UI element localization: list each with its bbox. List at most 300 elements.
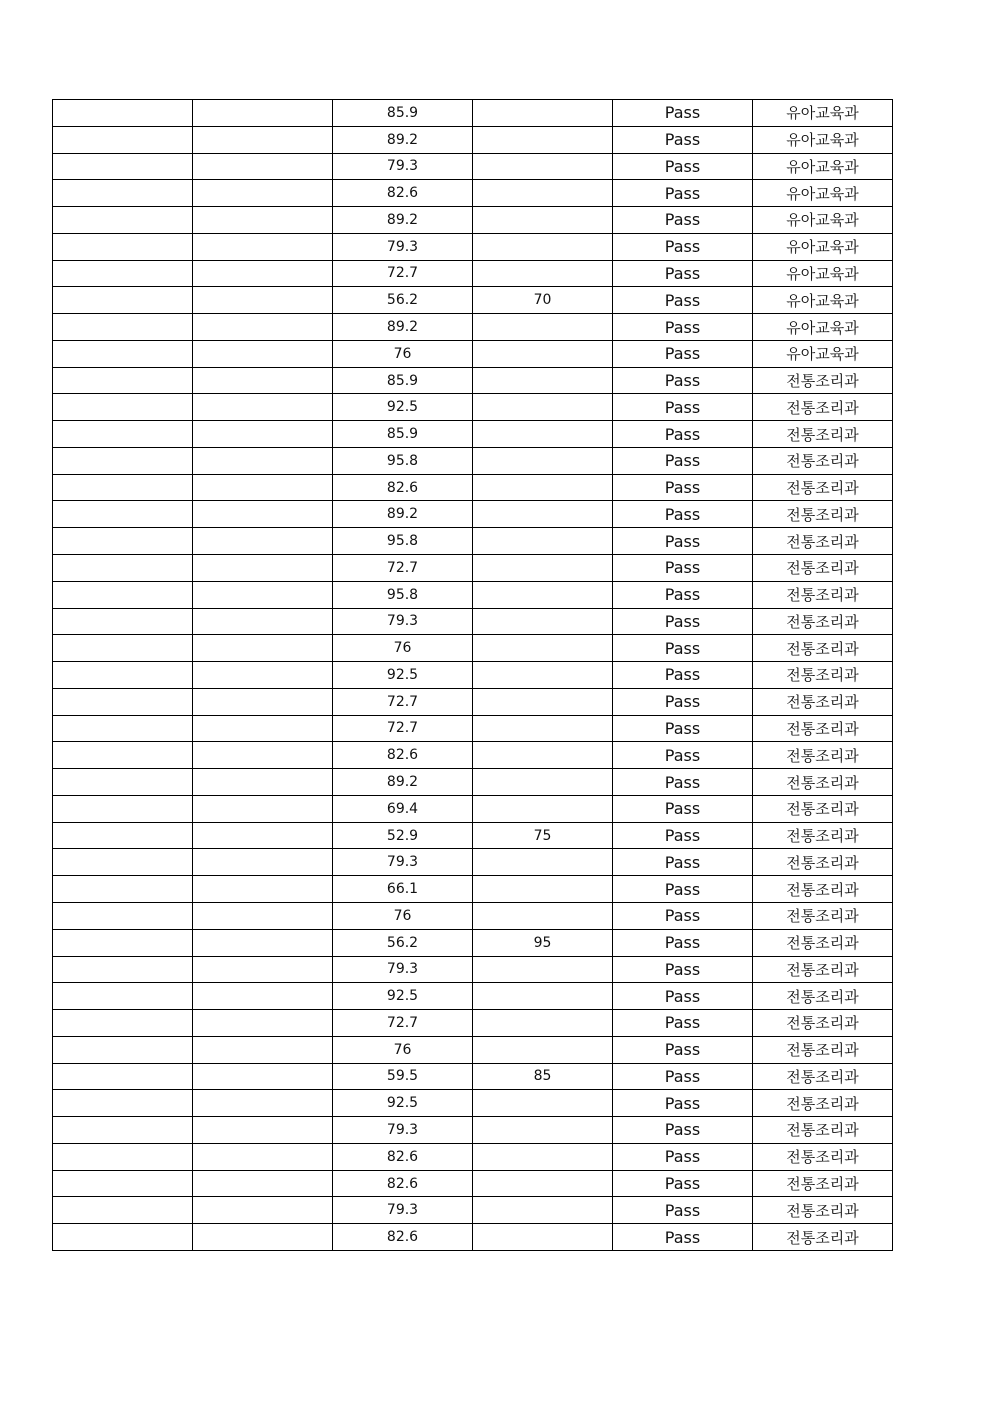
department-cell: 전통조리과 bbox=[753, 1063, 893, 1090]
blank-cell-1 bbox=[53, 1036, 193, 1063]
result-cell: Pass bbox=[613, 153, 753, 180]
extra-score-cell bbox=[473, 180, 613, 207]
department-cell: 유아교육과 bbox=[753, 100, 893, 127]
score-cell: 69.4 bbox=[333, 795, 473, 822]
extra-score-cell bbox=[473, 555, 613, 582]
blank-cell-1 bbox=[53, 662, 193, 689]
table-row bbox=[53, 1170, 893, 1197]
score-cell: 82.6 bbox=[333, 180, 473, 207]
table-row bbox=[53, 581, 893, 608]
score-cell: 82.6 bbox=[333, 474, 473, 501]
grade-table-body bbox=[53, 100, 893, 1251]
extra-score-cell bbox=[473, 1170, 613, 1197]
department-cell: 전통조리과 bbox=[753, 447, 893, 474]
blank-cell-1 bbox=[53, 1224, 193, 1251]
blank-cell-1 bbox=[53, 635, 193, 662]
score-cell: 82.6 bbox=[333, 1143, 473, 1170]
result-cell: Pass bbox=[613, 715, 753, 742]
table-row bbox=[53, 233, 893, 260]
table-row bbox=[53, 180, 893, 207]
blank-cell-2 bbox=[193, 1036, 333, 1063]
score-cell: 52.9 bbox=[333, 822, 473, 849]
score-cell: 85.9 bbox=[333, 100, 473, 127]
result-cell: Pass bbox=[613, 126, 753, 153]
extra-score-cell bbox=[473, 421, 613, 448]
result-cell: Pass bbox=[613, 822, 753, 849]
result-cell: Pass bbox=[613, 1117, 753, 1144]
blank-cell-1 bbox=[53, 126, 193, 153]
table-row bbox=[53, 555, 893, 582]
extra-score-cell bbox=[473, 581, 613, 608]
table-row bbox=[53, 1143, 893, 1170]
table-row bbox=[53, 876, 893, 903]
extra-score-cell bbox=[473, 688, 613, 715]
table-row bbox=[53, 956, 893, 983]
extra-score-cell bbox=[473, 260, 613, 287]
result-cell: Pass bbox=[613, 421, 753, 448]
department-cell: 전통조리과 bbox=[753, 421, 893, 448]
department-cell: 전통조리과 bbox=[753, 662, 893, 689]
blank-cell-1 bbox=[53, 287, 193, 314]
extra-score-cell: 70 bbox=[473, 287, 613, 314]
department-cell: 전통조리과 bbox=[753, 1010, 893, 1037]
score-cell: 89.2 bbox=[333, 126, 473, 153]
table-row bbox=[53, 822, 893, 849]
table-row bbox=[53, 1090, 893, 1117]
extra-score-cell bbox=[473, 394, 613, 421]
score-cell: 56.2 bbox=[333, 929, 473, 956]
table-row bbox=[53, 849, 893, 876]
blank-cell-2 bbox=[193, 662, 333, 689]
department-cell: 유아교육과 bbox=[753, 126, 893, 153]
department-cell: 전통조리과 bbox=[753, 581, 893, 608]
result-cell: Pass bbox=[613, 688, 753, 715]
blank-cell-2 bbox=[193, 474, 333, 501]
blank-cell-2 bbox=[193, 876, 333, 903]
score-cell: 95.8 bbox=[333, 581, 473, 608]
blank-cell-2 bbox=[193, 688, 333, 715]
extra-score-cell bbox=[473, 1010, 613, 1037]
blank-cell-2 bbox=[193, 608, 333, 635]
blank-cell-1 bbox=[53, 394, 193, 421]
score-cell: 92.5 bbox=[333, 1090, 473, 1117]
result-cell: Pass bbox=[613, 474, 753, 501]
table-row bbox=[53, 1010, 893, 1037]
blank-cell-1 bbox=[53, 233, 193, 260]
blank-cell-1 bbox=[53, 260, 193, 287]
result-cell: Pass bbox=[613, 180, 753, 207]
department-cell: 전통조리과 bbox=[753, 1170, 893, 1197]
table-row bbox=[53, 608, 893, 635]
blank-cell-1 bbox=[53, 608, 193, 635]
table-row bbox=[53, 662, 893, 689]
score-cell: 79.3 bbox=[333, 1117, 473, 1144]
score-cell: 72.7 bbox=[333, 555, 473, 582]
blank-cell-1 bbox=[53, 555, 193, 582]
result-cell: Pass bbox=[613, 501, 753, 528]
department-cell: 전통조리과 bbox=[753, 1197, 893, 1224]
department-cell: 유아교육과 bbox=[753, 207, 893, 234]
result-cell: Pass bbox=[613, 1143, 753, 1170]
department-cell: 유아교육과 bbox=[753, 314, 893, 341]
score-cell: 79.3 bbox=[333, 153, 473, 180]
blank-cell-2 bbox=[193, 715, 333, 742]
extra-score-cell bbox=[473, 956, 613, 983]
grade-table bbox=[52, 99, 893, 1251]
table-row bbox=[53, 769, 893, 796]
department-cell: 전통조리과 bbox=[753, 769, 893, 796]
score-cell: 79.3 bbox=[333, 608, 473, 635]
table-row bbox=[53, 126, 893, 153]
extra-score-cell bbox=[473, 340, 613, 367]
blank-cell-2 bbox=[193, 126, 333, 153]
blank-cell-2 bbox=[193, 555, 333, 582]
table-row bbox=[53, 688, 893, 715]
blank-cell-2 bbox=[193, 769, 333, 796]
blank-cell-2 bbox=[193, 1197, 333, 1224]
score-cell: 85.9 bbox=[333, 421, 473, 448]
score-cell: 95.8 bbox=[333, 528, 473, 555]
score-cell: 76 bbox=[333, 1036, 473, 1063]
table-row bbox=[53, 314, 893, 341]
table-row bbox=[53, 153, 893, 180]
blank-cell-1 bbox=[53, 688, 193, 715]
extra-score-cell bbox=[473, 100, 613, 127]
table-row bbox=[53, 287, 893, 314]
extra-score-cell bbox=[473, 742, 613, 769]
score-cell: 72.7 bbox=[333, 260, 473, 287]
extra-score-cell bbox=[473, 501, 613, 528]
blank-cell-1 bbox=[53, 849, 193, 876]
blank-cell-1 bbox=[53, 474, 193, 501]
extra-score-cell bbox=[473, 207, 613, 234]
department-cell: 전통조리과 bbox=[753, 1036, 893, 1063]
result-cell: Pass bbox=[613, 1197, 753, 1224]
blank-cell-2 bbox=[193, 1090, 333, 1117]
table-row bbox=[53, 902, 893, 929]
result-cell: Pass bbox=[613, 662, 753, 689]
blank-cell-1 bbox=[53, 1090, 193, 1117]
result-cell: Pass bbox=[613, 742, 753, 769]
score-cell: 76 bbox=[333, 340, 473, 367]
table-row bbox=[53, 501, 893, 528]
extra-score-cell bbox=[473, 528, 613, 555]
score-cell: 72.7 bbox=[333, 1010, 473, 1037]
blank-cell-2 bbox=[193, 1063, 333, 1090]
department-cell: 전통조리과 bbox=[753, 795, 893, 822]
result-cell: Pass bbox=[613, 608, 753, 635]
blank-cell-2 bbox=[193, 929, 333, 956]
extra-score-cell: 85 bbox=[473, 1063, 613, 1090]
blank-cell-1 bbox=[53, 876, 193, 903]
blank-cell-2 bbox=[193, 100, 333, 127]
blank-cell-1 bbox=[53, 1143, 193, 1170]
department-cell: 유아교육과 bbox=[753, 260, 893, 287]
score-cell: 89.2 bbox=[333, 207, 473, 234]
extra-score-cell bbox=[473, 849, 613, 876]
result-cell: Pass bbox=[613, 394, 753, 421]
extra-score-cell bbox=[473, 126, 613, 153]
department-cell: 전통조리과 bbox=[753, 608, 893, 635]
department-cell: 전통조리과 bbox=[753, 635, 893, 662]
blank-cell-2 bbox=[193, 956, 333, 983]
blank-cell-2 bbox=[193, 742, 333, 769]
blank-cell-2 bbox=[193, 849, 333, 876]
result-cell: Pass bbox=[613, 1010, 753, 1037]
department-cell: 전통조리과 bbox=[753, 902, 893, 929]
department-cell: 전통조리과 bbox=[753, 1090, 893, 1117]
extra-score-cell bbox=[473, 233, 613, 260]
result-cell: Pass bbox=[613, 902, 753, 929]
blank-cell-1 bbox=[53, 822, 193, 849]
department-cell: 유아교육과 bbox=[753, 340, 893, 367]
extra-score-cell bbox=[473, 1143, 613, 1170]
department-cell: 전통조리과 bbox=[753, 929, 893, 956]
department-cell: 전통조리과 bbox=[753, 555, 893, 582]
extra-score-cell bbox=[473, 902, 613, 929]
score-cell: 92.5 bbox=[333, 394, 473, 421]
result-cell: Pass bbox=[613, 956, 753, 983]
extra-score-cell bbox=[473, 876, 613, 903]
extra-score-cell bbox=[473, 635, 613, 662]
table-row bbox=[53, 421, 893, 448]
table-row bbox=[53, 635, 893, 662]
extra-score-cell bbox=[473, 447, 613, 474]
score-cell: 82.6 bbox=[333, 1170, 473, 1197]
blank-cell-1 bbox=[53, 956, 193, 983]
table-row bbox=[53, 1197, 893, 1224]
result-cell: Pass bbox=[613, 983, 753, 1010]
result-cell: Pass bbox=[613, 528, 753, 555]
extra-score-cell bbox=[473, 983, 613, 1010]
score-cell: 76 bbox=[333, 902, 473, 929]
table-row bbox=[53, 474, 893, 501]
score-cell: 82.6 bbox=[333, 1224, 473, 1251]
blank-cell-1 bbox=[53, 207, 193, 234]
result-cell: Pass bbox=[613, 769, 753, 796]
score-cell: 89.2 bbox=[333, 314, 473, 341]
blank-cell-2 bbox=[193, 1224, 333, 1251]
blank-cell-1 bbox=[53, 340, 193, 367]
result-cell: Pass bbox=[613, 795, 753, 822]
extra-score-cell bbox=[473, 1197, 613, 1224]
blank-cell-1 bbox=[53, 1197, 193, 1224]
department-cell: 전통조리과 bbox=[753, 1143, 893, 1170]
table-row bbox=[53, 394, 893, 421]
department-cell: 유아교육과 bbox=[753, 153, 893, 180]
extra-score-cell bbox=[473, 1090, 613, 1117]
blank-cell-1 bbox=[53, 1170, 193, 1197]
blank-cell-1 bbox=[53, 153, 193, 180]
extra-score-cell bbox=[473, 795, 613, 822]
table-row bbox=[53, 260, 893, 287]
result-cell: Pass bbox=[613, 929, 753, 956]
blank-cell-1 bbox=[53, 180, 193, 207]
blank-cell-2 bbox=[193, 795, 333, 822]
blank-cell-2 bbox=[193, 501, 333, 528]
result-cell: Pass bbox=[613, 1036, 753, 1063]
result-cell: Pass bbox=[613, 581, 753, 608]
score-cell: 79.3 bbox=[333, 1197, 473, 1224]
score-cell: 95.8 bbox=[333, 447, 473, 474]
blank-cell-1 bbox=[53, 581, 193, 608]
department-cell: 전통조리과 bbox=[753, 822, 893, 849]
blank-cell-2 bbox=[193, 1170, 333, 1197]
score-cell: 79.3 bbox=[333, 956, 473, 983]
department-cell: 전통조리과 bbox=[753, 501, 893, 528]
blank-cell-2 bbox=[193, 447, 333, 474]
department-cell: 전통조리과 bbox=[753, 394, 893, 421]
extra-score-cell bbox=[473, 367, 613, 394]
table-row bbox=[53, 367, 893, 394]
table-row bbox=[53, 742, 893, 769]
blank-cell-1 bbox=[53, 421, 193, 448]
blank-cell-2 bbox=[193, 287, 333, 314]
score-cell: 56.2 bbox=[333, 287, 473, 314]
score-cell: 85.9 bbox=[333, 367, 473, 394]
blank-cell-2 bbox=[193, 314, 333, 341]
department-cell: 전통조리과 bbox=[753, 528, 893, 555]
blank-cell-2 bbox=[193, 822, 333, 849]
blank-cell-1 bbox=[53, 1010, 193, 1037]
blank-cell-1 bbox=[53, 795, 193, 822]
department-cell: 전통조리과 bbox=[753, 367, 893, 394]
result-cell: Pass bbox=[613, 340, 753, 367]
blank-cell-1 bbox=[53, 367, 193, 394]
blank-cell-2 bbox=[193, 340, 333, 367]
score-cell: 92.5 bbox=[333, 983, 473, 1010]
extra-score-cell: 75 bbox=[473, 822, 613, 849]
blank-cell-2 bbox=[193, 367, 333, 394]
blank-cell-2 bbox=[193, 1117, 333, 1144]
department-cell: 유아교육과 bbox=[753, 180, 893, 207]
blank-cell-1 bbox=[53, 902, 193, 929]
extra-score-cell bbox=[473, 769, 613, 796]
result-cell: Pass bbox=[613, 1063, 753, 1090]
result-cell: Pass bbox=[613, 1224, 753, 1251]
blank-cell-2 bbox=[193, 635, 333, 662]
table-row bbox=[53, 1063, 893, 1090]
score-cell: 76 bbox=[333, 635, 473, 662]
department-cell: 전통조리과 bbox=[753, 876, 893, 903]
blank-cell-1 bbox=[53, 929, 193, 956]
score-cell: 72.7 bbox=[333, 715, 473, 742]
score-cell: 72.7 bbox=[333, 688, 473, 715]
result-cell: Pass bbox=[613, 367, 753, 394]
blank-cell-2 bbox=[193, 581, 333, 608]
table-row bbox=[53, 983, 893, 1010]
score-cell: 92.5 bbox=[333, 662, 473, 689]
result-cell: Pass bbox=[613, 260, 753, 287]
blank-cell-2 bbox=[193, 528, 333, 555]
department-cell: 전통조리과 bbox=[753, 983, 893, 1010]
table-row bbox=[53, 1224, 893, 1251]
blank-cell-1 bbox=[53, 1063, 193, 1090]
table-row bbox=[53, 447, 893, 474]
result-cell: Pass bbox=[613, 635, 753, 662]
blank-cell-2 bbox=[193, 207, 333, 234]
score-cell: 79.3 bbox=[333, 233, 473, 260]
result-cell: Pass bbox=[613, 1170, 753, 1197]
extra-score-cell bbox=[473, 1036, 613, 1063]
blank-cell-1 bbox=[53, 1117, 193, 1144]
result-cell: Pass bbox=[613, 447, 753, 474]
blank-cell-1 bbox=[53, 501, 193, 528]
blank-cell-2 bbox=[193, 233, 333, 260]
extra-score-cell bbox=[473, 1117, 613, 1144]
table-row bbox=[53, 929, 893, 956]
blank-cell-2 bbox=[193, 1010, 333, 1037]
department-cell: 유아교육과 bbox=[753, 233, 893, 260]
result-cell: Pass bbox=[613, 876, 753, 903]
department-cell: 전통조리과 bbox=[753, 474, 893, 501]
score-cell: 79.3 bbox=[333, 849, 473, 876]
blank-cell-1 bbox=[53, 447, 193, 474]
extra-score-cell bbox=[473, 314, 613, 341]
table-row bbox=[53, 100, 893, 127]
result-cell: Pass bbox=[613, 1090, 753, 1117]
blank-cell-1 bbox=[53, 769, 193, 796]
result-cell: Pass bbox=[613, 555, 753, 582]
department-cell: 전통조리과 bbox=[753, 956, 893, 983]
score-cell: 89.2 bbox=[333, 501, 473, 528]
table-row bbox=[53, 207, 893, 234]
blank-cell-2 bbox=[193, 153, 333, 180]
department-cell: 전통조리과 bbox=[753, 1224, 893, 1251]
blank-cell-2 bbox=[193, 394, 333, 421]
result-cell: Pass bbox=[613, 207, 753, 234]
blank-cell-2 bbox=[193, 983, 333, 1010]
score-cell: 82.6 bbox=[333, 742, 473, 769]
blank-cell-2 bbox=[193, 421, 333, 448]
blank-cell-2 bbox=[193, 260, 333, 287]
extra-score-cell: 95 bbox=[473, 929, 613, 956]
blank-cell-1 bbox=[53, 528, 193, 555]
blank-cell-1 bbox=[53, 742, 193, 769]
extra-score-cell bbox=[473, 662, 613, 689]
table-row bbox=[53, 715, 893, 742]
extra-score-cell bbox=[473, 1224, 613, 1251]
table-row bbox=[53, 340, 893, 367]
table-row bbox=[53, 1117, 893, 1144]
blank-cell-2 bbox=[193, 1143, 333, 1170]
result-cell: Pass bbox=[613, 100, 753, 127]
blank-cell-1 bbox=[53, 314, 193, 341]
department-cell: 전통조리과 bbox=[753, 715, 893, 742]
blank-cell-2 bbox=[193, 902, 333, 929]
table-row bbox=[53, 795, 893, 822]
department-cell: 전통조리과 bbox=[753, 849, 893, 876]
department-cell: 전통조리과 bbox=[753, 688, 893, 715]
table-row bbox=[53, 528, 893, 555]
department-cell: 유아교육과 bbox=[753, 287, 893, 314]
blank-cell-1 bbox=[53, 100, 193, 127]
extra-score-cell bbox=[473, 153, 613, 180]
extra-score-cell bbox=[473, 608, 613, 635]
result-cell: Pass bbox=[613, 849, 753, 876]
extra-score-cell bbox=[473, 474, 613, 501]
score-cell: 59.5 bbox=[333, 1063, 473, 1090]
table-row bbox=[53, 1036, 893, 1063]
result-cell: Pass bbox=[613, 287, 753, 314]
department-cell: 전통조리과 bbox=[753, 742, 893, 769]
blank-cell-2 bbox=[193, 180, 333, 207]
result-cell: Pass bbox=[613, 314, 753, 341]
result-cell: Pass bbox=[613, 233, 753, 260]
extra-score-cell bbox=[473, 715, 613, 742]
blank-cell-1 bbox=[53, 983, 193, 1010]
score-cell: 66.1 bbox=[333, 876, 473, 903]
